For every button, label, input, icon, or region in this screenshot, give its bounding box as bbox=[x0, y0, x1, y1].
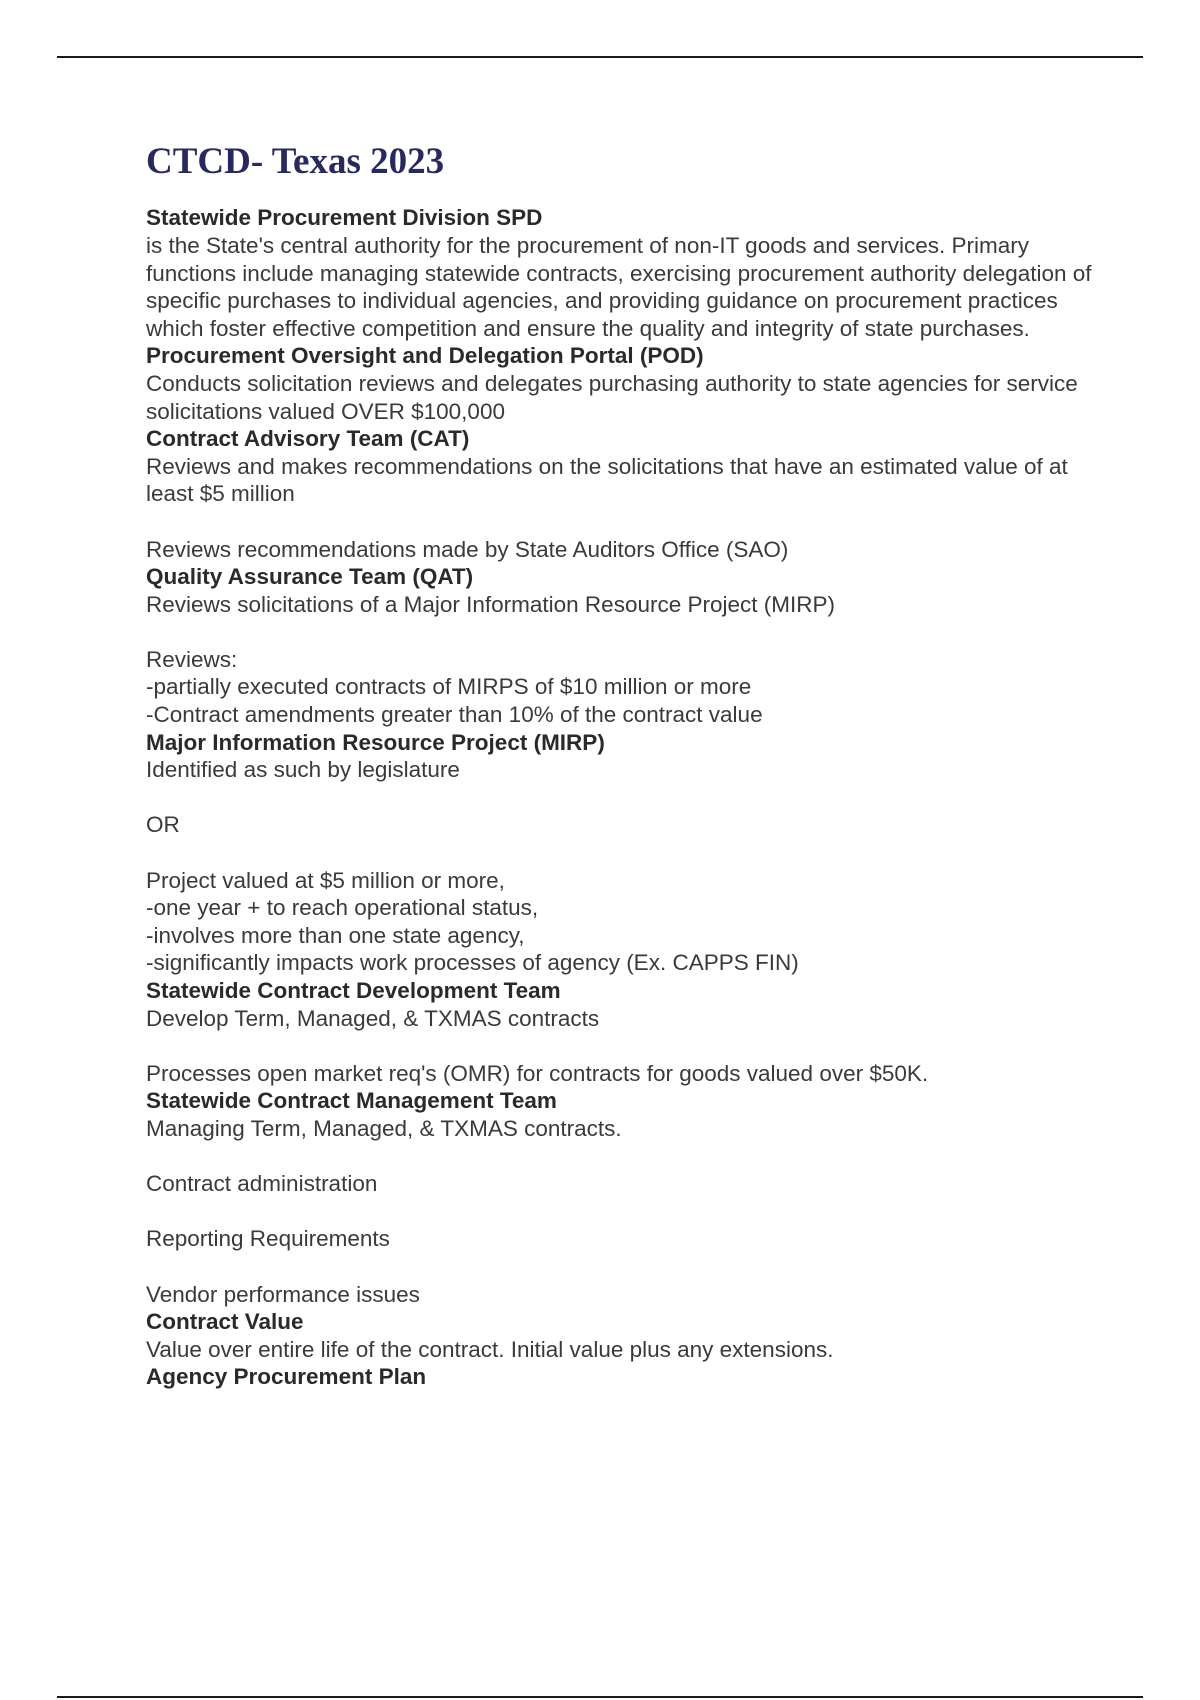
entry-definition: Managing Term, Managed, & TXMAS contracts. Contract administration Reporting Requirements Vendor performance issues bbox=[146, 1115, 622, 1307]
entry-term: Statewide Procurement Division SPD bbox=[146, 205, 543, 231]
entry-cat bbox=[146, 425, 1106, 563]
entry-contract-management bbox=[146, 1087, 1106, 1308]
document-title: CTCD- Texas 2023 bbox=[146, 141, 445, 182]
entry-definition: is the State's central authority for the procurement of non-IT goods and services. Primary functions include managing statewide contracts, exercising procurement authority delegation of specific purchases to individual agencies, and providing guidance on procurement practices which foster effective competition and ensure the quality and integrity of state purchases. bbox=[146, 232, 1098, 341]
entry-definition: Reviews and makes recommendations on the solicitations that have an estimated value of at least $5 million Reviews recommendations made by State Auditors Office (SAO) bbox=[146, 453, 1068, 562]
entry-definition: Conducts solicitation reviews and delegates purchasing authority to state agencies for service solicitations valued OVER $100,000 bbox=[146, 370, 1085, 424]
entry-term: Statewide Contract Development Team bbox=[146, 978, 561, 1004]
entry-term: Quality Assurance Team (QAT) bbox=[146, 564, 474, 590]
entry-mirp bbox=[146, 729, 1106, 977]
entry-contract-value bbox=[146, 1308, 1106, 1363]
entry-definition: Value over entire life of the contract. Initial value plus any extensions. bbox=[146, 1336, 834, 1362]
entry-term: Major Information Resource Project (MIRP) bbox=[146, 729, 605, 755]
entry-term: Procurement Oversight and Delegation Portal (POD) bbox=[146, 343, 704, 369]
top-divider bbox=[57, 56, 1143, 58]
entry-definition: Identified as such by legislature OR Project valued at $5 million or more, -one year + to reach operational status, -involves more than one state agency, -significantly impacts work processes of agency (Ex. CAPPS FIN) bbox=[146, 757, 799, 976]
entry-spd bbox=[146, 204, 1106, 342]
entry-definition: Reviews solicitations of a Major Information Resource Project (MIRP) Reviews: -partially executed contracts of MIRPS of $10 million or more -Contract amendments greater than 10% of the contract value bbox=[146, 591, 835, 728]
document-body bbox=[146, 140, 1106, 1391]
entry-term: Contract Advisory Team (CAT) bbox=[146, 426, 470, 452]
entry-contract-development bbox=[146, 977, 1106, 1087]
entry-term: Statewide Contract Management Team bbox=[146, 1088, 557, 1114]
entry-term: Agency Procurement Plan bbox=[146, 1364, 427, 1390]
entry-term: Contract Value bbox=[146, 1309, 304, 1335]
entry-pod bbox=[146, 342, 1106, 425]
bottom-divider bbox=[57, 1696, 1143, 1698]
entry-qat bbox=[146, 563, 1106, 729]
entry-agency-procurement-plan bbox=[146, 1363, 1106, 1391]
entry-definition: Develop Term, Managed, & TXMAS contracts Processes open market req's (OMR) for contracts for goods valued over $50K. bbox=[146, 1005, 929, 1086]
